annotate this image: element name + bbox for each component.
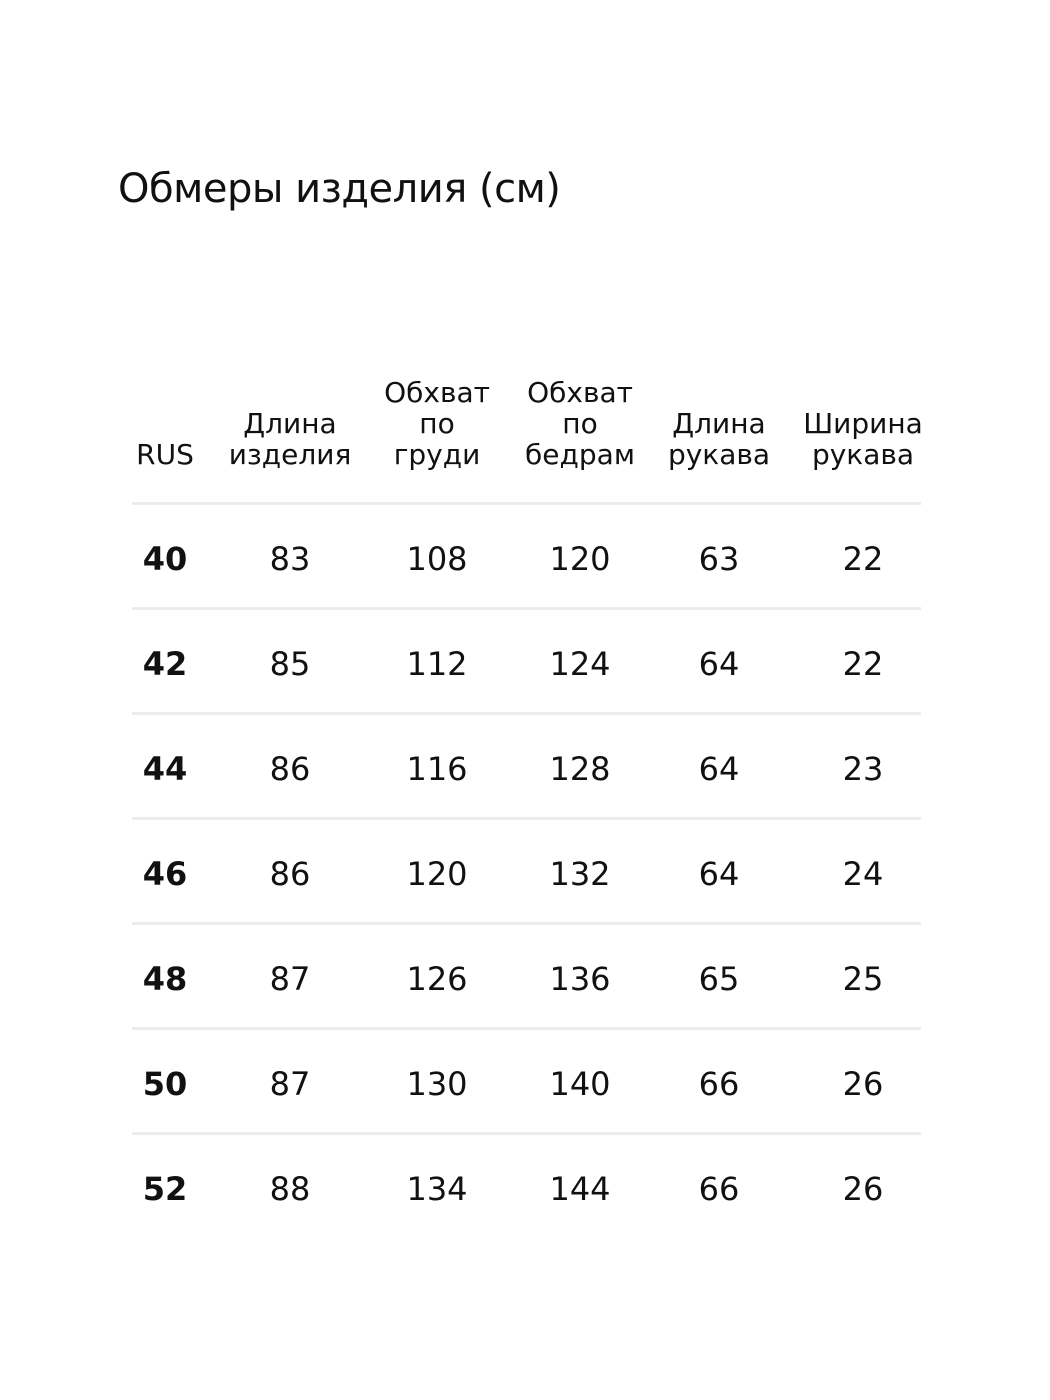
cell-sleeve-length: 63 [698,540,740,578]
cell-item-length: 87 [269,960,311,998]
cell-item-length: 83 [269,540,311,578]
header-sleeve-length-line: рукава [667,438,771,471]
header-rus-line: RUS [136,438,194,471]
header-item-length-line: изделия [228,438,352,471]
cell-sleeve-length: 64 [698,750,740,788]
cell-item-length: 87 [269,1065,311,1103]
header-hip-girth [505,377,655,470]
cell-sleeve-length: 66 [698,1065,740,1103]
cell-chest-girth: 120 [406,855,468,893]
table-row [132,610,921,715]
table-row [132,820,921,925]
cell-size-rus: 40 [142,540,188,578]
header-sleeve-width [788,408,938,470]
cell-hip-girth: 124 [549,645,611,683]
cell-item-length: 86 [269,750,311,788]
cell-sleeve-length: 65 [698,960,740,998]
cell-chest-girth: 108 [406,540,468,578]
table-row [132,505,921,610]
page-title: Обмеры изделия (см) [118,166,561,212]
header-hip-girth-line: по [562,407,598,440]
cell-size-rus: 44 [142,750,188,788]
header-hip-girth-line: Обхват [527,376,633,409]
table-row [132,1135,921,1237]
table-row [132,715,921,820]
cell-size-rus: 46 [142,855,188,893]
header-sleeve-width-line: рукава [811,438,915,471]
cell-hip-girth: 136 [549,960,611,998]
cell-chest-girth: 116 [406,750,468,788]
cell-sleeve-width: 25 [842,960,884,998]
header-item-length-line: Длина [243,407,337,440]
header-chest-girth-line: груди [393,438,481,471]
cell-size-rus: 42 [142,645,188,683]
cell-sleeve-length: 64 [698,855,740,893]
cell-size-rus: 52 [142,1170,188,1208]
cell-chest-girth: 112 [406,645,468,683]
header-sleeve-width-line: Ширина [803,407,923,440]
header-sleeve-length-line: Длина [672,407,766,440]
table-row [132,1030,921,1135]
cell-item-length: 88 [269,1170,311,1208]
cell-chest-girth: 126 [406,960,468,998]
cell-hip-girth: 120 [549,540,611,578]
table-body [132,505,921,1237]
cell-hip-girth: 132 [549,855,611,893]
cell-sleeve-width: 22 [842,540,884,578]
cell-sleeve-width: 24 [842,855,884,893]
cell-sleeve-length: 66 [698,1170,740,1208]
cell-sleeve-width: 26 [842,1065,884,1103]
cell-sleeve-length: 64 [698,645,740,683]
header-chest-girth [362,377,512,470]
header-chest-girth-line: по [419,407,455,440]
cell-chest-girth: 130 [406,1065,468,1103]
cell-sleeve-width: 22 [842,645,884,683]
header-hip-girth-line: бедрам [525,438,635,471]
cell-sleeve-width: 23 [842,750,884,788]
header-sleeve-length [644,408,794,470]
table-header [132,362,921,505]
cell-chest-girth: 134 [406,1170,468,1208]
cell-hip-girth: 140 [549,1065,611,1103]
header-item-length [215,408,365,470]
cell-item-length: 85 [269,645,311,683]
size-table [132,362,921,1237]
cell-sleeve-width: 26 [842,1170,884,1208]
cell-hip-girth: 144 [549,1170,611,1208]
cell-hip-girth: 128 [549,750,611,788]
cell-item-length: 86 [269,855,311,893]
table-row [132,925,921,1030]
header-chest-girth-line: Обхват [384,376,490,409]
cell-size-rus: 48 [142,960,188,998]
cell-size-rus: 50 [142,1065,188,1103]
